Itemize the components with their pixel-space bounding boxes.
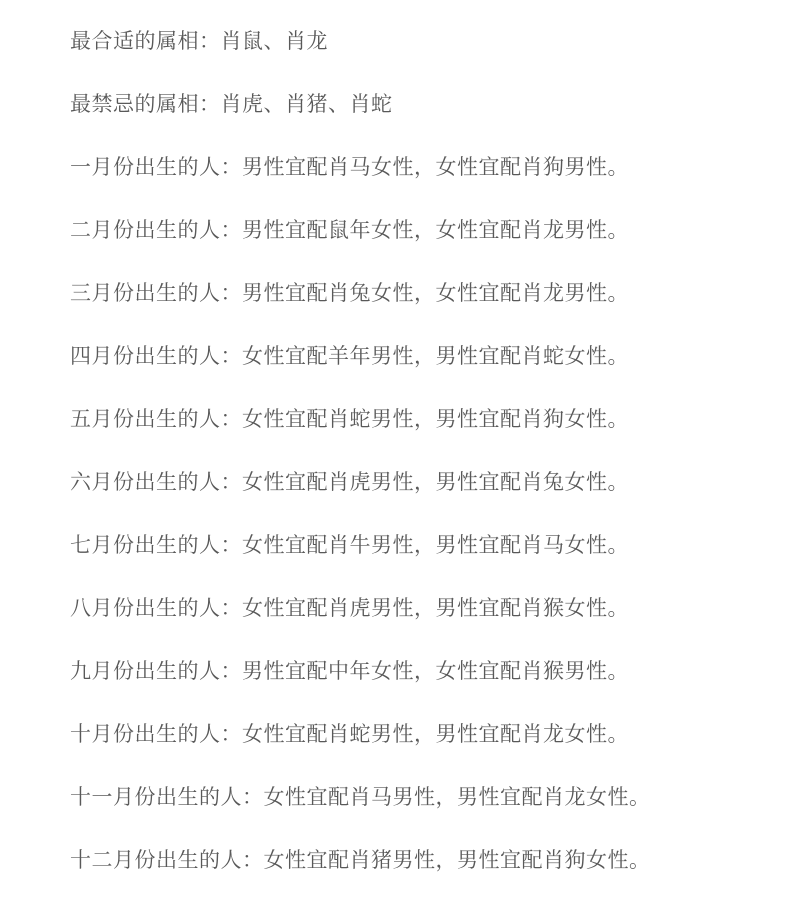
month-7-line: 七月份出生的人：女性宜配肖牛男性，男性宜配肖马女性。 bbox=[70, 534, 629, 557]
month-12-line: 十二月份出生的人：女性宜配肖猪男性，男性宜配肖狗女性。 bbox=[70, 849, 651, 872]
month-4-line: 四月份出生的人：女性宜配羊年男性，男性宜配肖蛇女性。 bbox=[70, 345, 629, 368]
month-1-line: 一月份出生的人：男性宜配肖马女性，女性宜配肖狗男性。 bbox=[70, 156, 629, 179]
month-11-line: 十一月份出生的人：女性宜配肖马男性，男性宜配肖龙女性。 bbox=[70, 786, 651, 809]
month-6-line: 六月份出生的人：女性宜配肖虎男性，男性宜配肖兔女性。 bbox=[70, 471, 629, 494]
taboo-zodiac-line: 最禁忌的属相：肖虎、肖猪、肖蛇 bbox=[70, 93, 393, 116]
month-2-line: 二月份出生的人：男性宜配鼠年女性，女性宜配肖龙男性。 bbox=[70, 219, 629, 242]
best-match-zodiac-line: 最合适的属相：肖鼠、肖龙 bbox=[70, 30, 328, 53]
month-10-line: 十月份出生的人：女性宜配肖蛇男性，男性宜配肖龙女性。 bbox=[70, 723, 629, 746]
month-5-line: 五月份出生的人：女性宜配肖蛇男性，男性宜配肖狗女性。 bbox=[70, 408, 629, 431]
month-8-line: 八月份出生的人：女性宜配肖虎男性，男性宜配肖猴女性。 bbox=[70, 597, 629, 620]
month-9-line: 九月份出生的人：男性宜配中年女性，女性宜配肖猴男性。 bbox=[70, 660, 629, 683]
month-3-line: 三月份出生的人：男性宜配肖兔女性，女性宜配肖龙男性。 bbox=[70, 282, 629, 305]
